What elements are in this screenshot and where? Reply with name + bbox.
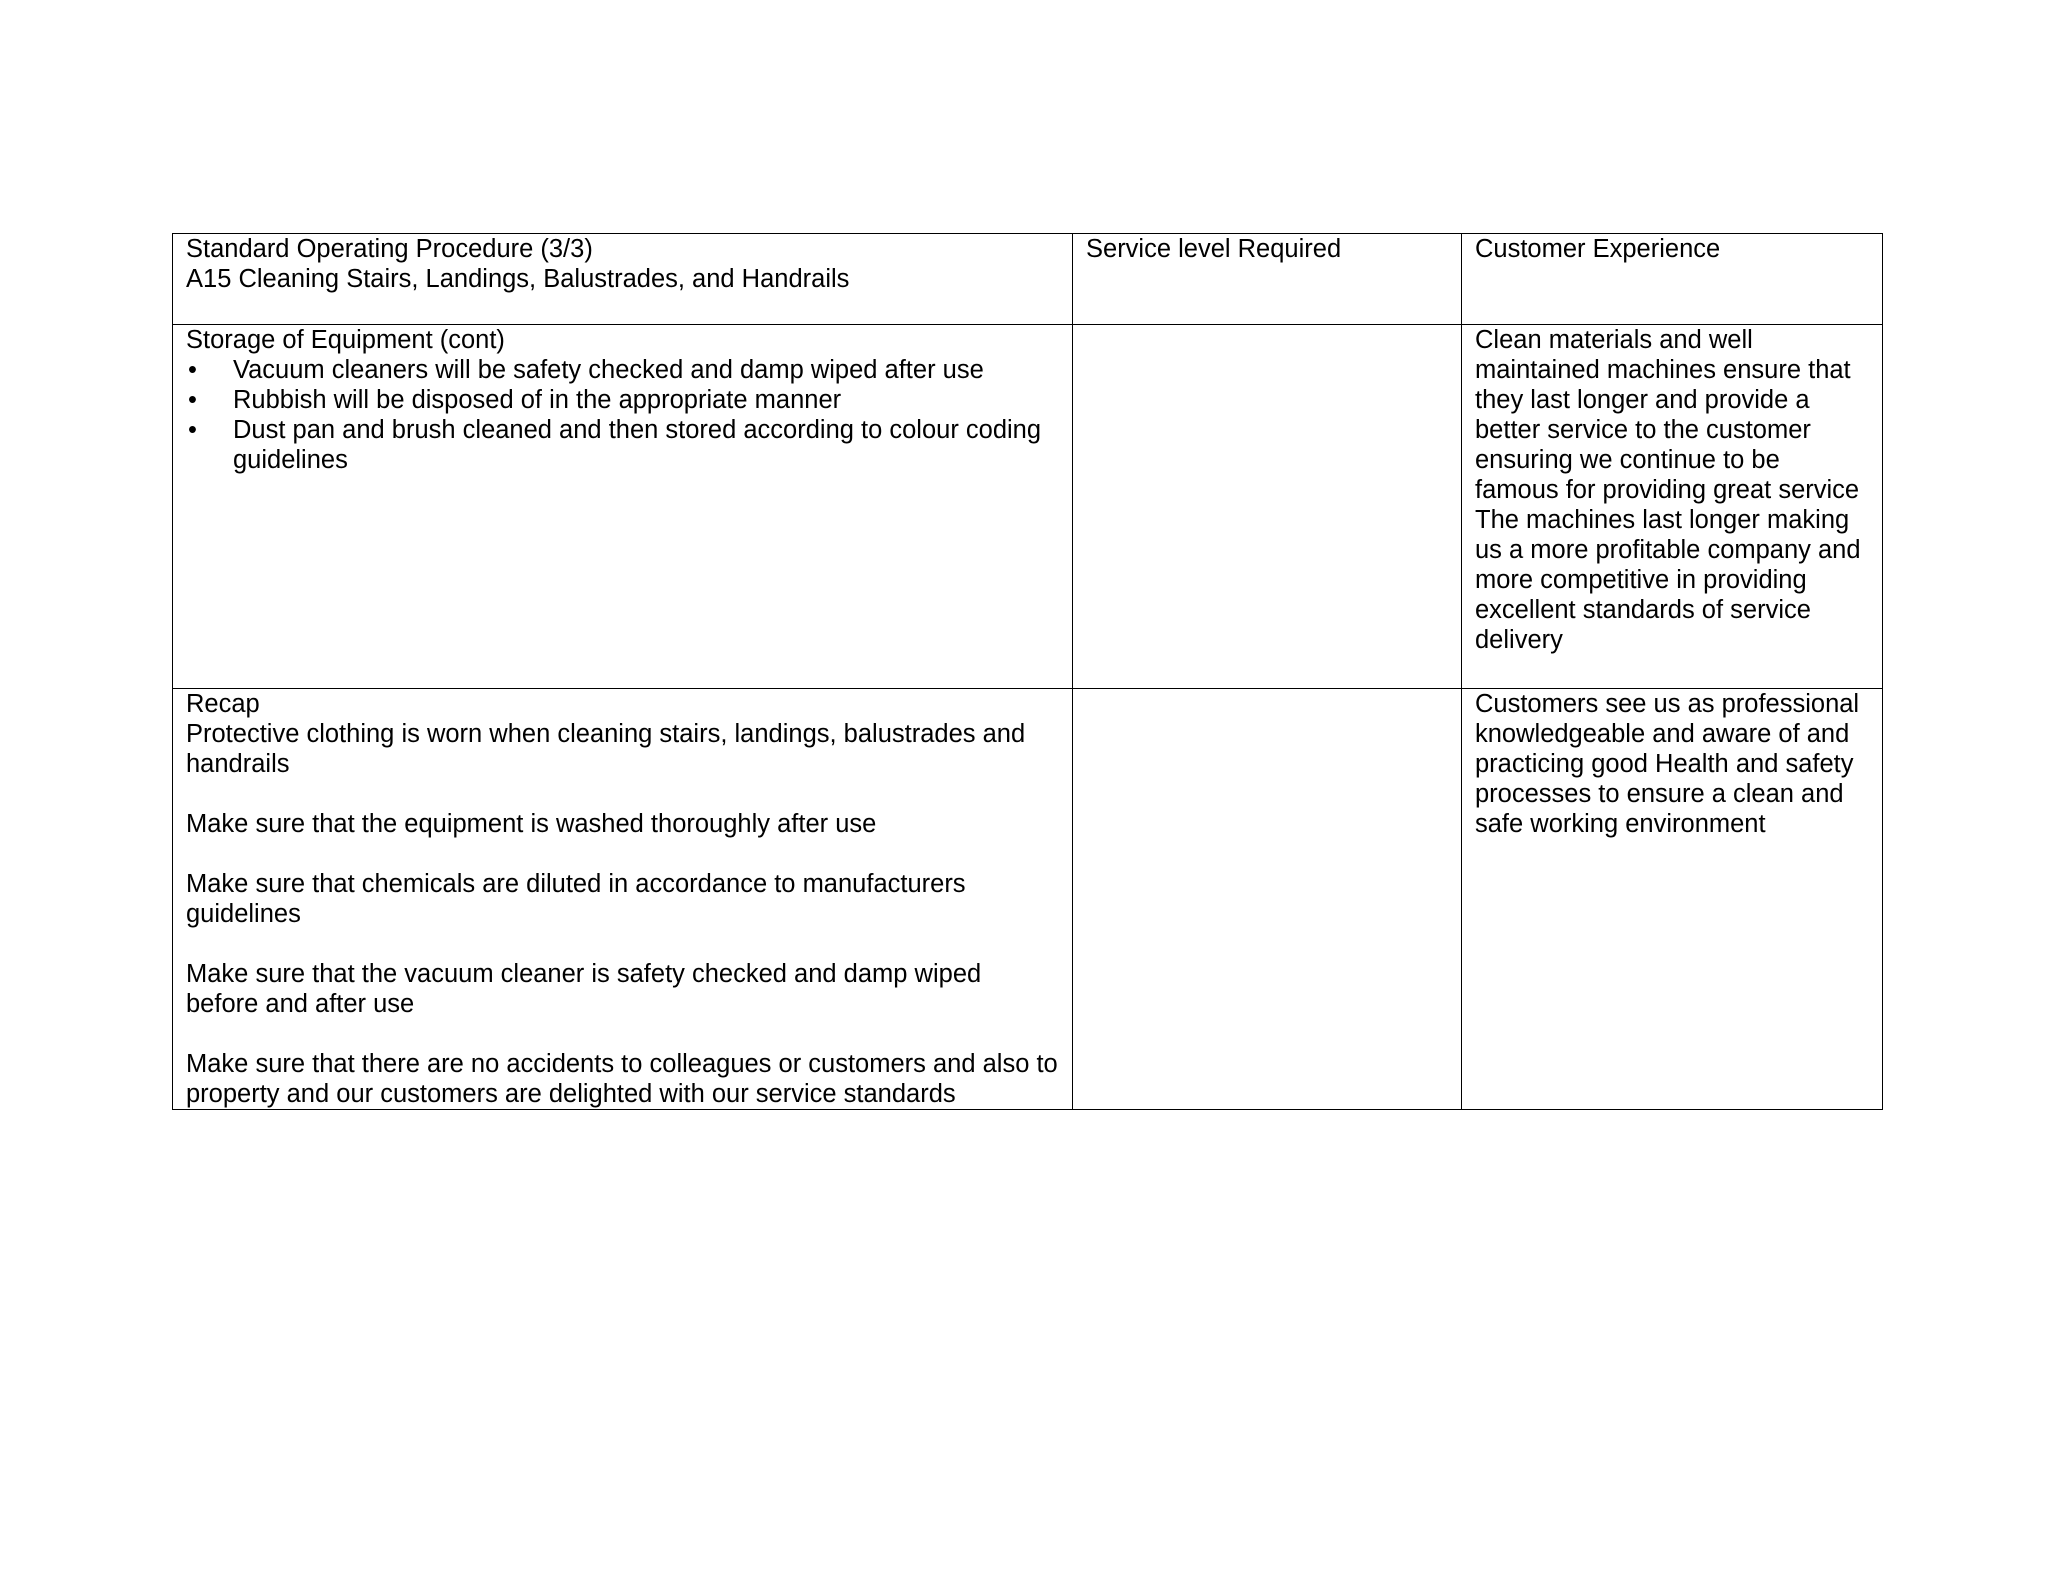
procedure-title: Standard Operating Procedure (3/3)	[186, 235, 593, 263]
list-item	[186, 415, 1059, 475]
bullet-icon: •	[188, 386, 197, 414]
storage-service-level-cell	[1073, 325, 1462, 689]
recap-point: Make sure that the vacuum cleaner is safety checked and damp wiped before and after use	[186, 960, 982, 1018]
recap-spacer	[186, 929, 1059, 959]
recap-point: Make sure that the equipment is washed thoroughly after use	[186, 810, 877, 838]
storage-bullet-text: Vacuum cleaners will be safety checked and damp wiped after use	[233, 356, 984, 384]
storage-procedure-cell	[173, 325, 1073, 689]
storage-customer-experience-cell	[1462, 325, 1883, 689]
recap-customer-experience-text: Customers see us as professional knowledgeable and aware of and practicing good Health and safety processes to ensure a clean and safe working environment	[1475, 690, 1860, 838]
bullet-icon: •	[188, 356, 197, 384]
recap-spacer	[186, 839, 1059, 869]
table-row-storage	[173, 325, 1883, 689]
list-item	[186, 355, 1059, 385]
storage-bullet-text: Dust pan and brush cleaned and then stored according to colour coding guidelines	[233, 416, 1042, 474]
recap-procedure-cell	[173, 689, 1073, 1110]
storage-heading: Storage of Equipment (cont)	[186, 326, 505, 354]
service-level-header	[1073, 234, 1462, 325]
bullet-icon: •	[188, 416, 197, 444]
procedure-subtitle: A15 Cleaning Stairs, Landings, Balustrades, and Handrails	[186, 265, 850, 293]
table-header-row	[173, 234, 1883, 325]
recap-point: Make sure that there are no accidents to colleagues or customers and also to property and our customers are delighted with our service standards	[186, 1050, 1058, 1108]
storage-bullet-list	[186, 355, 1059, 475]
storage-bullet-text: Rubbish will be disposed of in the appropriate manner	[233, 386, 842, 414]
recap-point: Make sure that chemicals are diluted in accordance to manufacturers guidelines	[186, 870, 966, 928]
recap-point: Protective clothing is worn when cleaning stairs, landings, balustrades and handrails	[186, 720, 1026, 778]
table-row-recap	[173, 689, 1883, 1110]
sop-table	[172, 233, 1883, 1110]
customer-experience-header	[1462, 234, 1883, 325]
recap-spacer	[186, 1019, 1059, 1049]
customer-experience-header-label: Customer Experience	[1475, 235, 1721, 263]
recap-heading: Recap	[186, 690, 260, 718]
recap-customer-experience-cell	[1462, 689, 1883, 1110]
procedure-cell	[173, 234, 1073, 325]
storage-customer-experience-text-1: Clean materials and well maintained machines ensure that they last longer and provide a better service to the customer ensuring we continue to be famous for providing great service	[1475, 326, 1860, 504]
list-item	[186, 385, 1059, 415]
recap-spacer	[186, 779, 1059, 809]
recap-service-level-cell	[1073, 689, 1462, 1110]
service-level-header-label: Service level Required	[1086, 235, 1342, 263]
storage-customer-experience-text-2: The machines last longer making us a more profitable company and more competitive in providing excellent standards of service delivery	[1475, 506, 1861, 654]
